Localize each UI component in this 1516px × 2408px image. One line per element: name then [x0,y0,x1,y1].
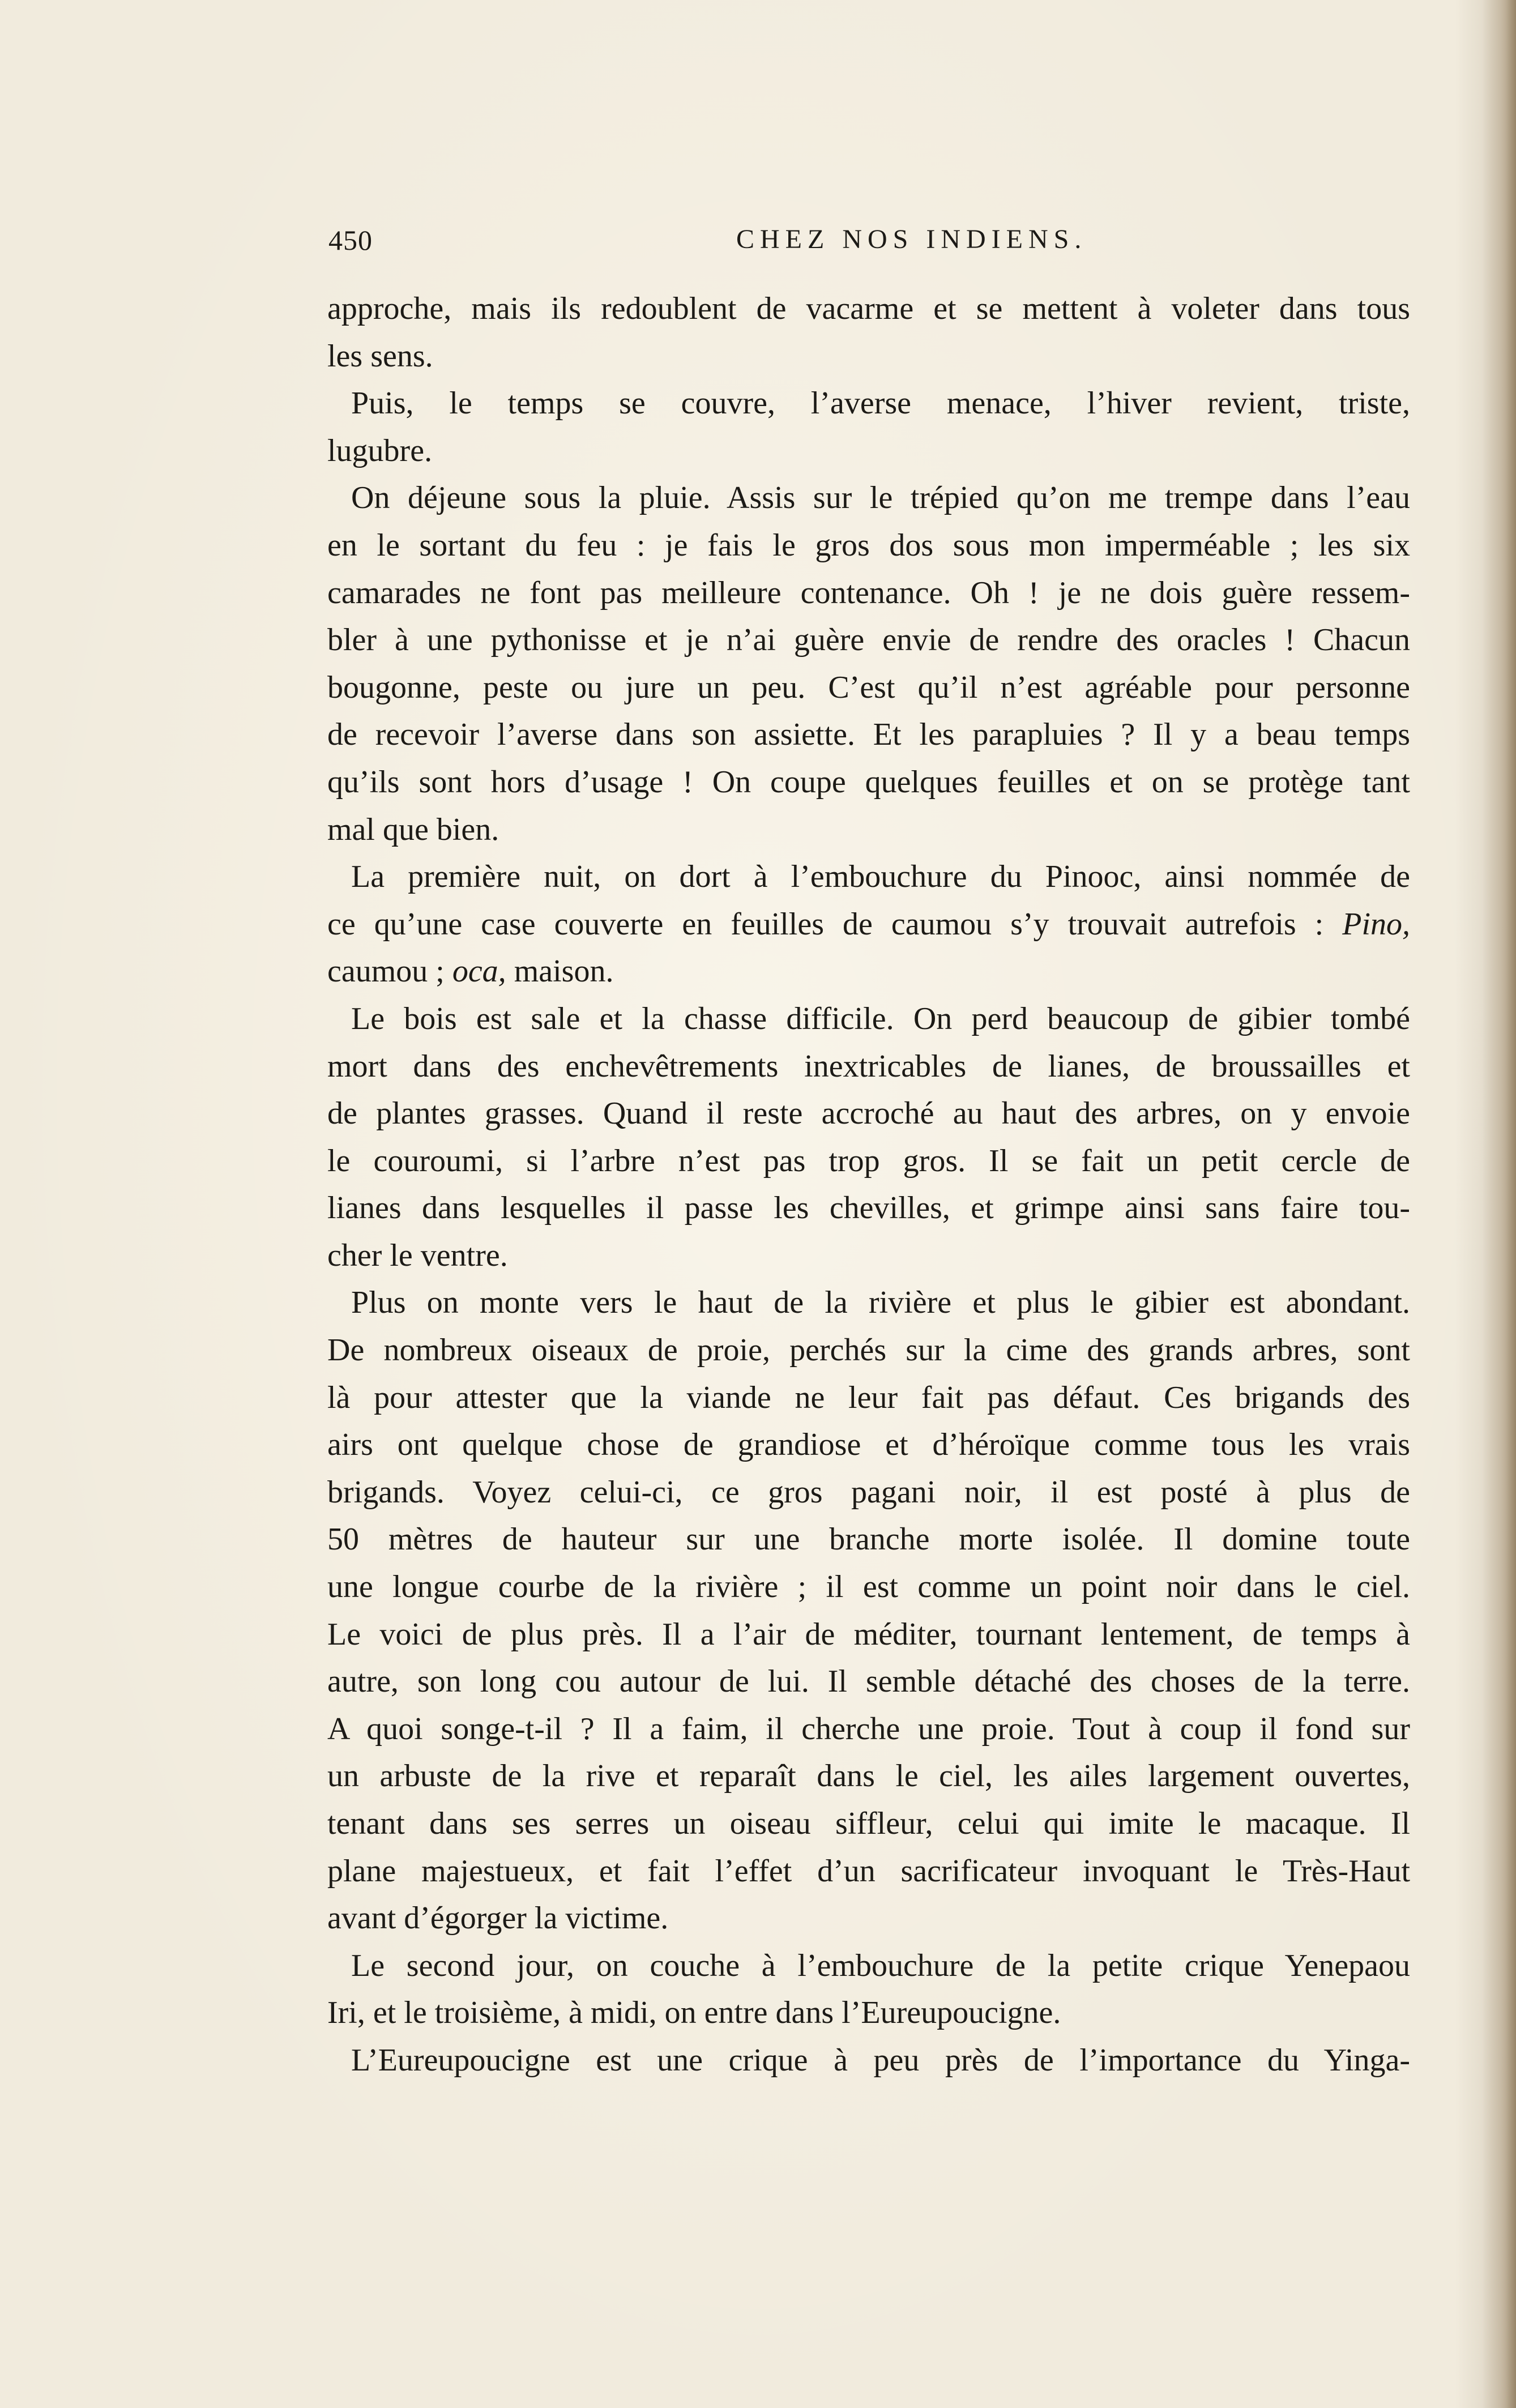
text-line: autre, son long cou autour de lui. Il semble détaché des choses de la terre. [327,1664,1410,1700]
text-line: camarades ne font pas meilleure contenance. Oh ! je ne dois guère ressem- [327,575,1410,610]
text-line: Iri, et le troisième, à midi, on entre dans l’Eureupoucigne. [327,1995,1061,2031]
text-line: une longue courbe de la rivière ; il est comme un point noir dans le ciel. [327,1569,1410,1605]
text-line: Puis, le temps se couvre, l’averse menace, l’hiver revient, triste, [351,386,1410,421]
text-line: les sens. [327,338,433,374]
text-line: On déjeune sous la pluie. Assis sur le trépied qu’on me trempe dans l’eau [351,480,1410,516]
text-line: lugubre. [327,433,433,468]
text-line: A quoi songe-t-il ? Il a faim, il cherche une proie. Tout à coup il fond sur [327,1711,1410,1747]
text-line: Le bois est sale et la chasse difficile. On perd beaucoup de gibier tombé [351,1001,1410,1036]
text-line: le couroumi, si l’arbre n’est pas trop gros. Il se fait un petit cercle de [327,1143,1410,1179]
text-line: brigands. Voyez celui-ci, ce gros pagani noir, il est posté à plus de [327,1474,1410,1510]
running-title: CHEZ NOS INDIENS. [736,224,1087,254]
running-head [328,224,1404,275]
text-line: bougonne, peste ou jure un peu. C’est qu’il n’est agréable pour personne [327,669,1410,705]
page-edge-shadow [1482,0,1516,2408]
text-line: avant d’égorger la victime. [327,1901,669,1936]
body-text [327,285,1410,2085]
text-line: en le sortant du feu : je fais le gros dos sous mon imperméable ; les six [327,527,1410,563]
text-line: là pour attester que la viande ne leur fait pas défaut. Ces brigands des [327,1380,1410,1415]
text-line: tenant dans ses serres un oiseau siffleur, celui qui imite le macaque. Il [327,1806,1410,1841]
text-line: un arbuste de la rive et reparaît dans le ciel, les ailes largement ouvertes, [327,1758,1410,1794]
text-line: L’Eureupoucigne est une crique à peu près de l’importance du Yinga- [351,2042,1410,2078]
text-line: de plantes grasses. Quand il reste accroché au haut des arbres, on y envoie [327,1096,1410,1132]
text-line: caumou ; oca, maison. [327,954,614,989]
text-line: bler à une pythonisse et je n’ai guère envie de rendre des oracles ! Chacun [327,622,1410,658]
text-line: airs ont quelque chose de grandiose et d’héroïque comme tous les vrais [327,1427,1410,1463]
text-line: Le voici de plus près. Il a l’air de méditer, tournant lentement, de temps à [327,1616,1410,1652]
text-line: plane majestueux, et fait l’effet d’un sacrificateur invoquant le Très-Haut [327,1853,1410,1889]
text-line: de recevoir l’averse dans son assiette. Et les parapluies ? Il y a beau temps [327,717,1410,753]
text-line: approche, mais ils redoublent de vacarme et se mettent à voleter dans tous [327,291,1410,326]
text-line: cher le ventre. [327,1237,508,1273]
italic-word: Pino, [1342,906,1410,942]
text-line: Plus on monte vers le haut de la rivière et plus le gibier est abondant. [351,1285,1410,1321]
text-line: mort dans des enchevêtrements inextricables de lianes, de broussailles et [327,1048,1410,1084]
italic-word: oca, [452,954,506,989]
text-line: lianes dans lesquelles il passe les chevilles, et grimpe ainsi sans faire tou- [327,1190,1410,1226]
text-line: De nombreux oiseaux de proie, perchés sur la cime des grands arbres, sont [327,1333,1410,1368]
text-line: qu’ils sont hors d’usage ! On coupe quelques feuilles et on se protège tant [327,764,1410,800]
text-line: Le second jour, on couche à l’embouchure de la petite crique Yenepaou [351,1948,1410,1983]
page-number: 450 [328,224,373,256]
text-line: ce qu’une case couverte en feuilles de caumou s’y trouvait autrefois : Pino, [327,906,1410,942]
text-line: 50 mètres de hauteur sur une branche morte isolée. Il domine toute [327,1522,1410,1557]
text-line: La première nuit, on dort à l’embouchure du Pinooc, ainsi nommée de [351,859,1410,895]
text-line: mal que bien. [327,812,499,847]
